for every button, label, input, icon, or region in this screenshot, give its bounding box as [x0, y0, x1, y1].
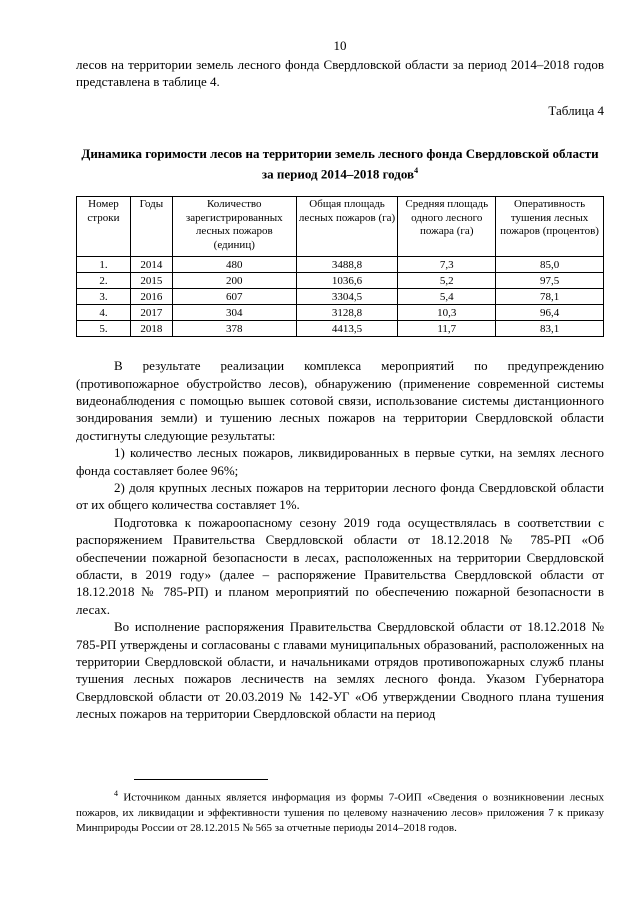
table-row	[77, 273, 604, 289]
table-row	[77, 257, 604, 273]
cell-year: 2017	[130, 305, 172, 321]
header-total-area: Общая площадь лесных пожаров (га)	[296, 197, 398, 257]
footnote	[76, 786, 604, 836]
footnote-text: Источником данных является информация из формы 7-ОИП «Сведения о возникновении лесных пожаров, их ликвидации и эффективности тушения по целевому назначению лесов» приложения 7 к приказу Минприроды России от 28.12.2015 № 565 за отчетные периоды 2014–2018 годов.	[76, 791, 605, 834]
header-row-number: Номер строки	[77, 197, 131, 257]
table-row	[77, 321, 604, 337]
cell-average-area: 10,3	[398, 305, 496, 321]
document-page	[76, 0, 604, 723]
result-item-1: 1) количество лесных пожаров, ликвидированных в первые сутки, на землях лесного фонда составляет более 96%;	[76, 445, 604, 478]
intro-paragraph: лесов на территории земель лесного фонда Свердловской области за период 2014–2018 годов представлена в таблице 4.	[76, 57, 604, 90]
cell-efficiency: 97,5	[496, 273, 604, 289]
footnote-mark: 4	[114, 789, 118, 798]
cell-efficiency: 83,1	[496, 321, 604, 337]
table-title-footnote-mark: 4	[414, 165, 419, 175]
cell-total-area: 1036,6	[296, 273, 398, 289]
cell-year: 2014	[130, 257, 172, 273]
cell-total-area: 4413,5	[296, 321, 398, 337]
cell-fire-count: 378	[172, 321, 296, 337]
cell-average-area: 11,7	[398, 321, 496, 337]
cell-row-number: 2.	[77, 273, 131, 289]
cell-fire-count: 480	[172, 257, 296, 273]
cell-year: 2015	[130, 273, 172, 289]
execution-paragraph: Во исполнение распоряжения Правительства Свердловской области от 18.12.2018 № 785-РП утверждены и согласованы с главами муниципальных образований, расположенных на территории Свердловской области, и начальниками отрядов противопожарных служб планы тушения лесных пожаров лесничеств на землях лесного фонда. Указом Губернатора Свердловской области от 20.03.2019 № 142-УГ «Об утверждении Сводного плана тушения лесных пожаров на территории Свердловской области на период	[76, 619, 604, 722]
cell-average-area: 7,3	[398, 257, 496, 273]
table-row	[77, 289, 604, 305]
cell-efficiency: 78,1	[496, 289, 604, 305]
table-header-row	[77, 197, 604, 257]
cell-efficiency: 85,0	[496, 257, 604, 273]
result-item-2: 2) доля крупных лесных пожаров на территории лесного фонда Свердловской области от их общего количества составляет 1%.	[76, 479, 604, 513]
header-year: Годы	[130, 197, 172, 257]
page-number: 10	[333, 38, 347, 53]
cell-total-area: 3488,8	[296, 257, 398, 273]
table-row	[77, 305, 604, 321]
cell-efficiency: 96,4	[496, 305, 604, 321]
table-label: Таблица 4	[548, 102, 604, 118]
results-paragraph: В результате реализации комплекса мероприятий по предупреждению (противопожарное обустройство лесов), обнаружению (применение современной системы видеонаблюдения с помощью вышек сотовой связи, использование системы дистанционного зондирования земли) и тушению лесных пожаров на территории Свердловской области достигнуты следующие результаты:	[76, 358, 604, 443]
cell-row-number: 5.	[77, 321, 131, 337]
cell-row-number: 3.	[77, 289, 131, 305]
cell-year: 2018	[130, 321, 172, 337]
cell-fire-count: 304	[172, 305, 296, 321]
cell-fire-count: 200	[172, 273, 296, 289]
footnote-separator	[134, 779, 268, 780]
cell-fire-count: 607	[172, 289, 296, 305]
table-title	[76, 145, 604, 182]
cell-total-area: 3304,5	[296, 289, 398, 305]
header-average-area: Средняя площадь одного лесного пожара (га)	[398, 197, 496, 257]
preparation-paragraph: Подготовка к пожароопасному сезону 2019 года осуществлялась в соответствии с распоряжением Правительства Свердловской области от 18.12.2018 № 785-РП «Об обеспечении пожарной безопасности в лесах, расположенных на территории Свердловской области, в 2019 году» (далее – распоряжение Правительства Свердловской области от 18.12.2018 № 785-РП) и планом мероприятий по обеспечению пожарной безопасности в лесах.	[76, 514, 604, 617]
fire-statistics-table	[76, 196, 604, 337]
cell-average-area: 5,4	[398, 289, 496, 305]
cell-row-number: 1.	[77, 257, 131, 273]
cell-year: 2016	[130, 289, 172, 305]
cell-average-area: 5,2	[398, 273, 496, 289]
table-title-text: Динамика горимости лесов на территории земель лесного фонда Свердловской области за период 2014–2018 годов	[81, 145, 599, 182]
header-efficiency: Оперативность тушения лесных пожаров (процентов)	[496, 197, 604, 257]
cell-total-area: 3128,8	[296, 305, 398, 321]
cell-row-number: 4.	[77, 305, 131, 321]
header-fire-count: Количество зарегистрированных лесных пожаров (единиц)	[172, 197, 296, 257]
